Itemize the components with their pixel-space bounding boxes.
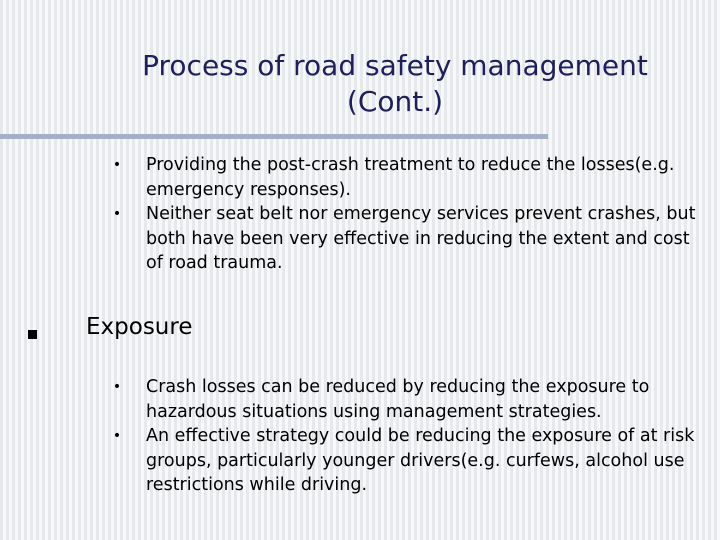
slide-title: Process of road safety management (Cont.) bbox=[142, 49, 648, 118]
bullet-text: Crash losses can be reduced by reducing the exposure to hazardous situations using management strategies. bbox=[146, 377, 650, 422]
section-bullet-list bbox=[108, 375, 708, 498]
bullet-text: Neither seat belt nor emergency services prevent crashes, but both have been very effective in reducing the extent and cost of road trauma. bbox=[146, 204, 696, 273]
title-divider bbox=[0, 134, 548, 139]
list-item bbox=[108, 202, 708, 276]
bullet-text: An effective strategy could be reducing the exposure of at risk groups, particularly younger drivers(e.g. curfews, alcohol use restrictions while driving. bbox=[146, 426, 695, 495]
section-heading: Exposure bbox=[86, 314, 193, 340]
bullet-dot-icon: • bbox=[112, 206, 122, 222]
bullet-dot-icon: • bbox=[112, 379, 122, 395]
bullet-text: Providing the post-crash treatment to reduce the losses(e.g. emergency responses). bbox=[146, 155, 675, 200]
list-item bbox=[108, 153, 708, 202]
list-item bbox=[108, 375, 708, 424]
top-bullet-list bbox=[108, 153, 708, 276]
bullet-dot-icon: • bbox=[112, 428, 122, 444]
list-item bbox=[108, 424, 708, 498]
bullet-dot-icon: • bbox=[112, 157, 122, 173]
square-bullet-icon bbox=[28, 330, 37, 339]
